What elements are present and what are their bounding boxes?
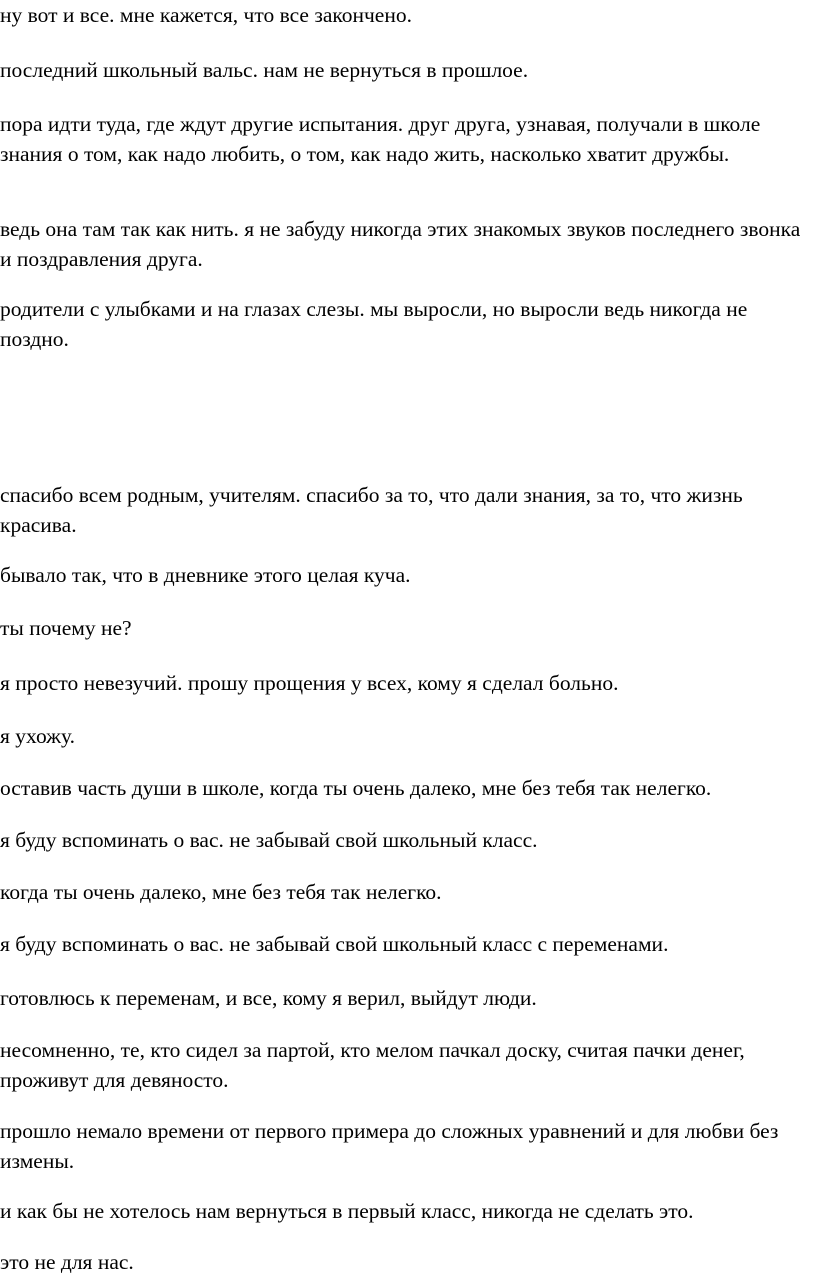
paragraph-17: прошло немало времени от первого примера до сложных уравнений и для любви без измены. (0, 1119, 779, 1173)
paragraph-15: готовлюсь к переменам, и все, кому я верил, выйдут люди. (0, 986, 537, 1010)
paragraph-18: и как бы не хотелось нам вернуться в первый класс, никогда не сделать это. (0, 1199, 694, 1223)
paragraph-8: ты почему не? (0, 616, 132, 640)
paragraph-12: я буду вспоминать о вас. не забывай свой школьный класс. (0, 828, 538, 852)
paragraph-16: несомненно, те, кто сидел за партой, кто мелом пачкал доску, считая пачки денег, проживут для девяносто. (0, 1038, 745, 1092)
paragraph-7: бывало так, что в дневнике этого целая куча. (0, 563, 411, 587)
paragraph-19: это не для нас. (0, 1250, 134, 1274)
paragraph-13: когда ты очень далеко, мне без тебя так нелегко. (0, 880, 442, 904)
paragraph-5: родители с улыбками и на глазах слезы. мы выросли, но выросли ведь никогда не поздно. (0, 297, 748, 351)
paragraph-10: я ухожу. (0, 724, 75, 748)
paragraph-6: спасибо всем родным, учителям. спасибо за то, что дали знания, за то, что жизнь красива. (0, 483, 743, 537)
paragraph-2: последний школьный вальс. нам не вернуться в прошлое. (0, 58, 529, 82)
paragraph-14: я буду вспоминать о вас. не забывай свой школьный класс с переменами. (0, 932, 669, 956)
paragraph-11: оставив часть души в школе, когда ты очень далеко, мне без тебя так нелегко. (0, 776, 712, 800)
paragraph-4: ведь она там так как нить. я не забуду никогда этих знакомых звуков последнего звонка и поздравления друга. (0, 217, 801, 271)
paragraph-9: я просто невезучий. прошу прощения у всех, кому я сделал больно. (0, 671, 619, 695)
paragraph-1: ну вот и все. мне кажется, что все закончено. (0, 3, 412, 27)
paragraph-3: пора идти туда, где ждут другие испытания. друг друга, узнавая, получали в школе знания о том, как надо любить, о том, как надо жить, насколько хватит дружбы. (0, 112, 761, 166)
